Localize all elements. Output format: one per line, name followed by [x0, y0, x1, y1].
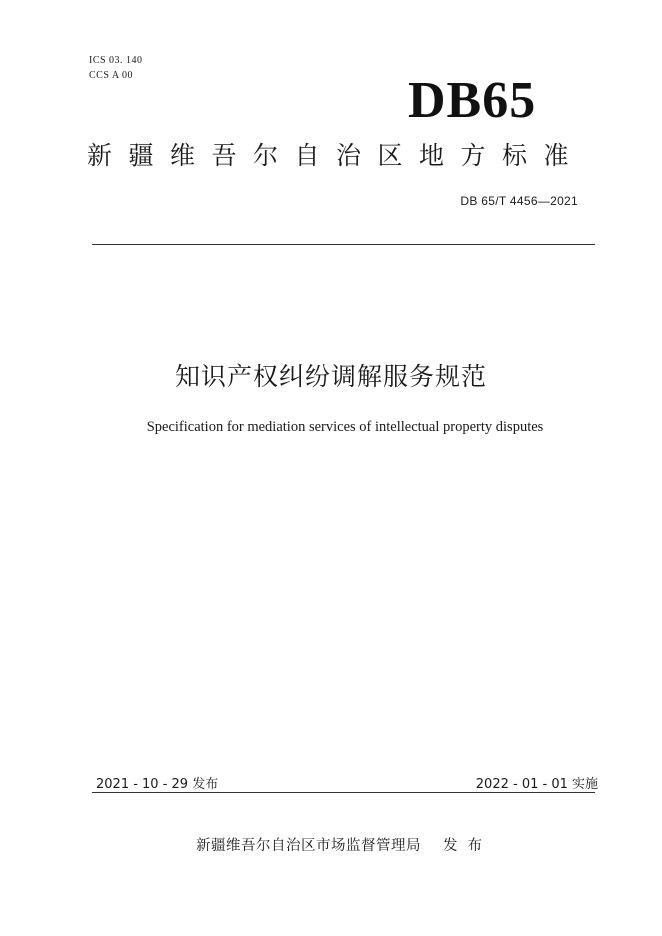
- db65-logo: DB65: [408, 72, 537, 129]
- standard-number: DB 65/T 4456—2021: [460, 194, 578, 208]
- top-divider: [92, 244, 595, 245]
- issue-label: 发布: [443, 838, 492, 854]
- document-title-english: Specification for mediation services of intellectual property disputes: [146, 419, 544, 435]
- ics-code: ICS 03. 140: [89, 55, 143, 66]
- standard-level-heading: 新疆维吾尔自治区地方标准: [87, 141, 586, 170]
- bottom-divider: [92, 792, 595, 793]
- publish-date: 2021 - 10 - 29 发布: [96, 777, 219, 792]
- ccs-code: CCS A 00: [89, 70, 134, 81]
- document-title-chinese: 知识产权纠纷调解服务规范: [174, 362, 487, 391]
- effective-date: 2022 - 01 - 01 实施: [475, 777, 598, 792]
- issuing-authority: 新疆维吾尔自治区市场监督管理局: [196, 838, 421, 854]
